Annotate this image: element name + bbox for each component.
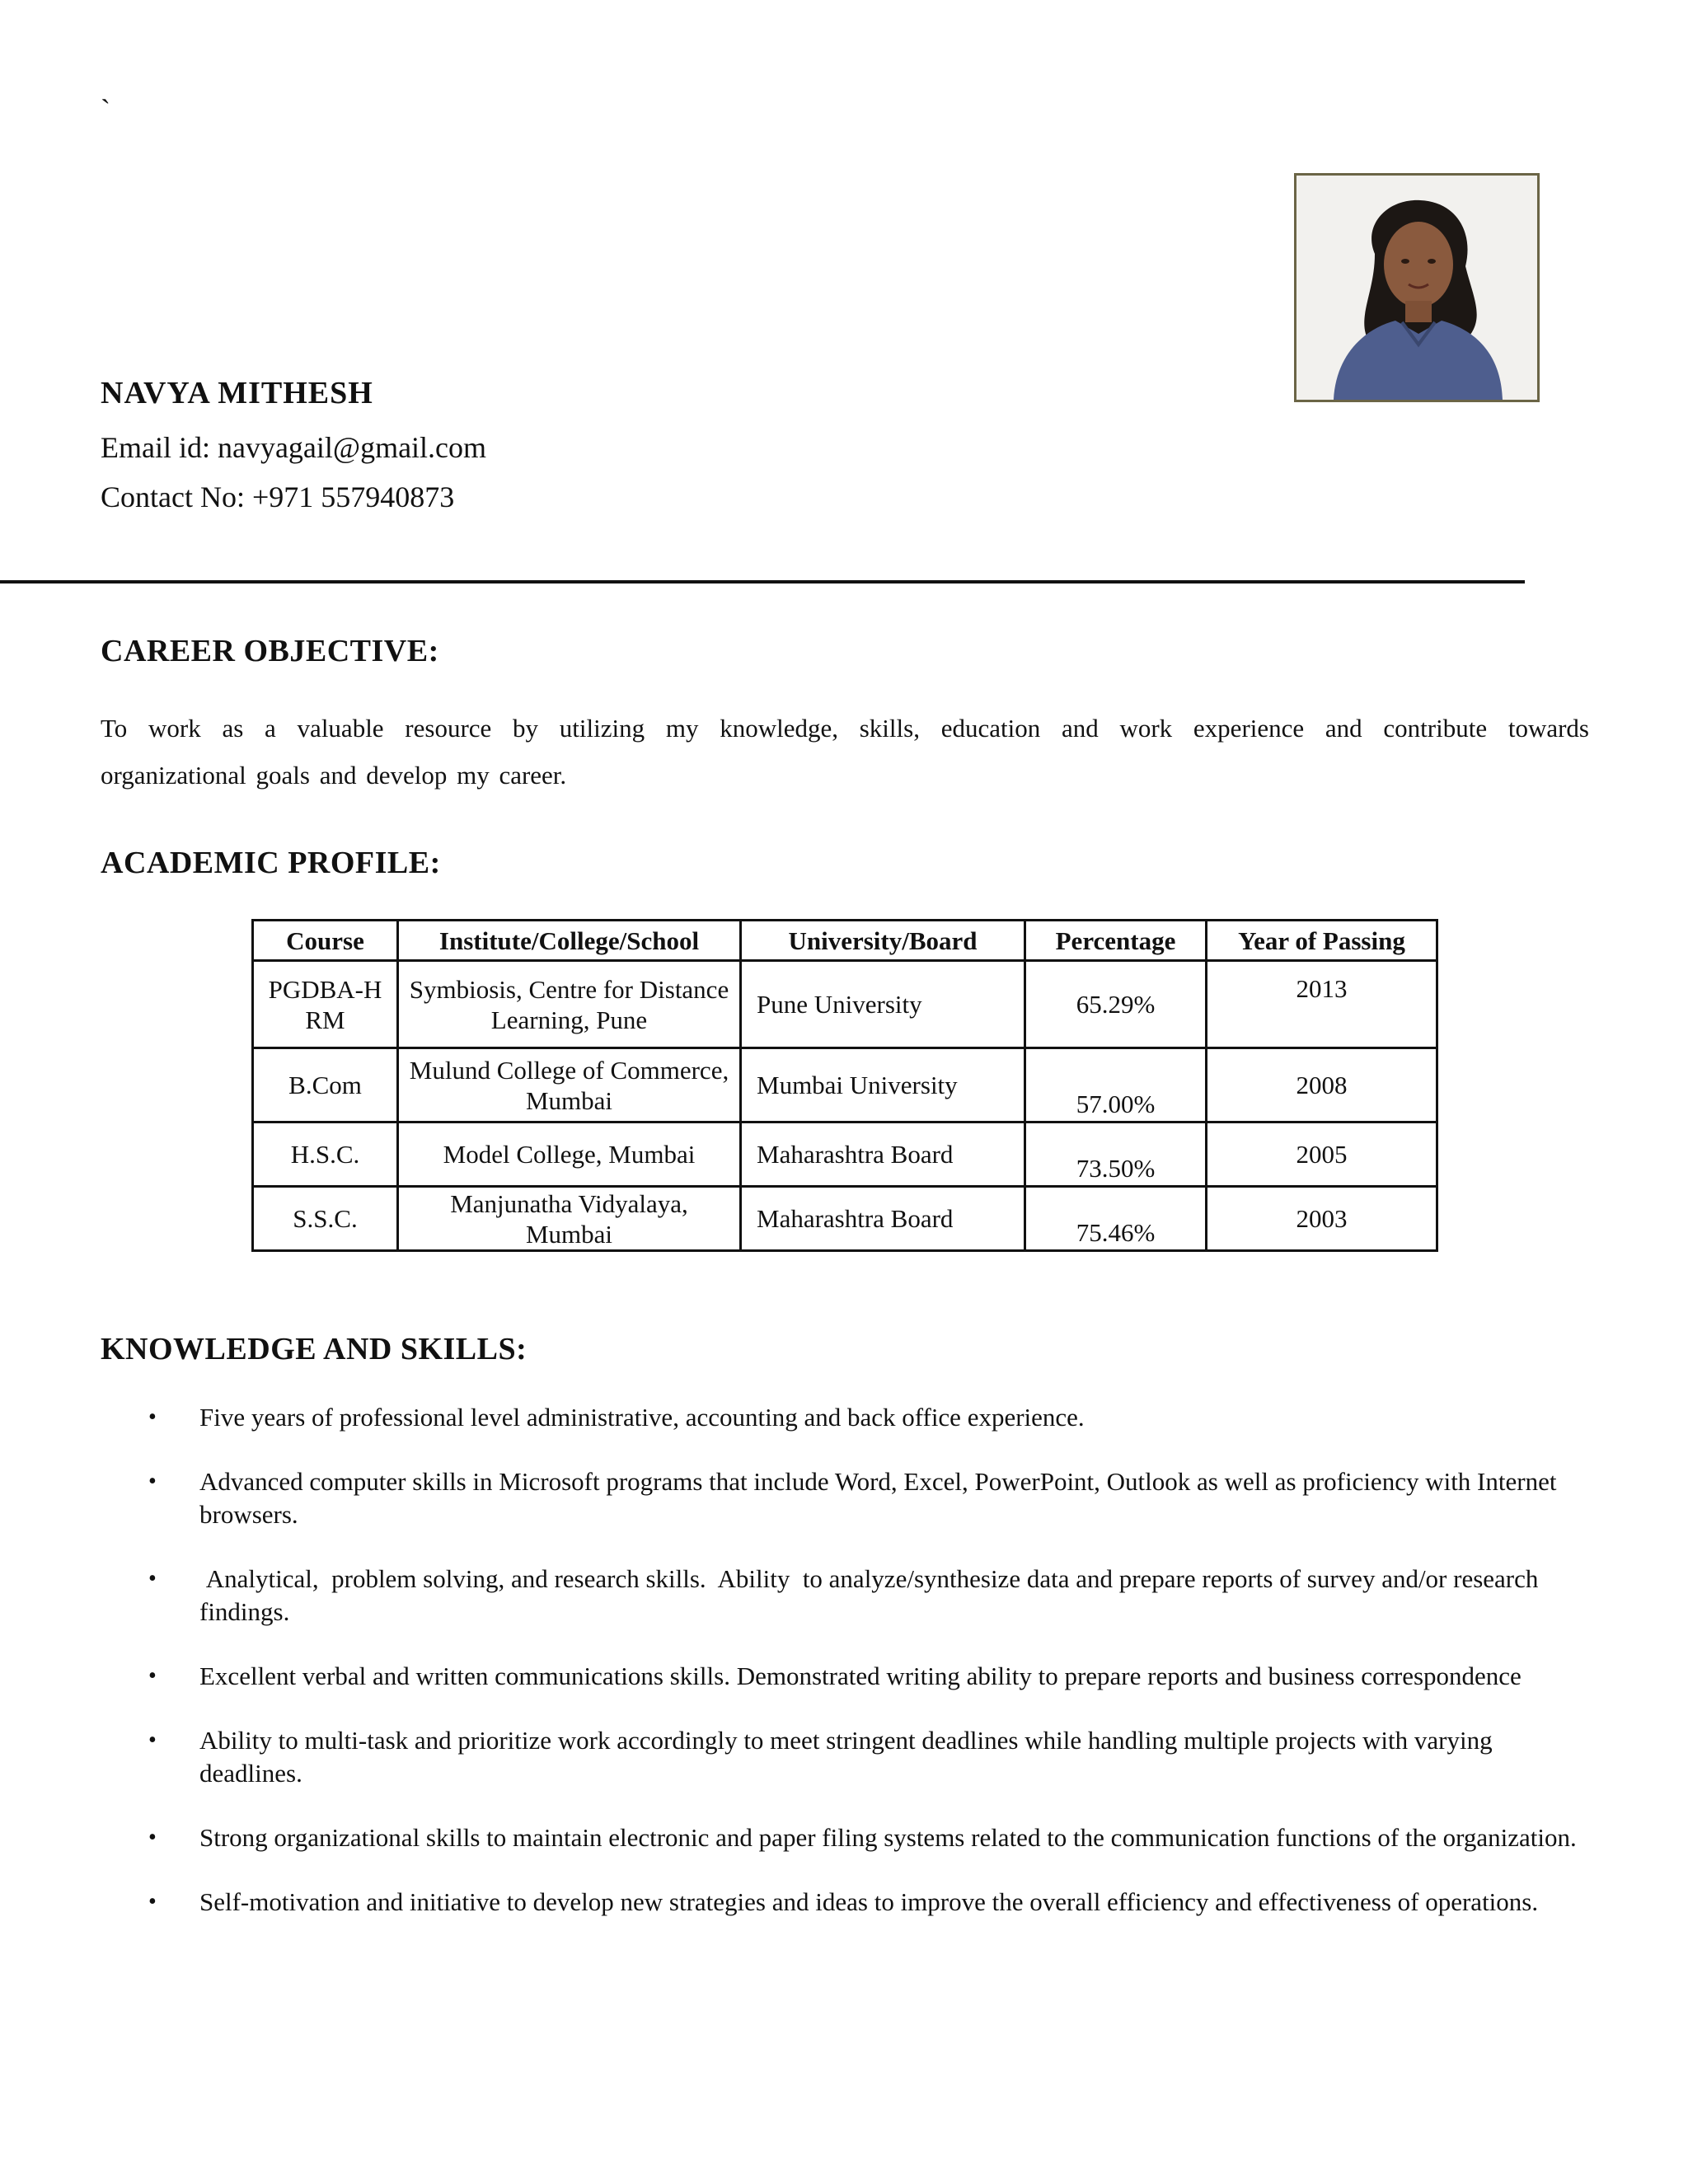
list-item <box>132 1821 1582 1854</box>
bullet-icon: • <box>148 1889 157 1915</box>
course-cell: S.S.C. <box>253 1187 398 1251</box>
board-cell: Maharashtra Board <box>741 1187 1025 1251</box>
board-cell: Mumbai University <box>741 1048 1025 1122</box>
bullet-icon: • <box>148 1404 157 1430</box>
career-objective-heading: CAREER OBJECTIVE: <box>101 634 439 668</box>
institute-cell: Manjunatha Vidyalaya, Mumbai <box>398 1187 741 1251</box>
skill-text: Strong organizational skills to maintain electronic and paper filing systems related to the communication functions of the organization. <box>199 1823 1577 1852</box>
board-cell: Maharashtra Board <box>741 1122 1025 1187</box>
email-line: Email id: navyagail@gmail.com <box>101 431 487 464</box>
objective-line-2: organizational goals and develop my career. <box>101 761 567 790</box>
academic-table <box>251 919 1438 1252</box>
percentage-cell: 75.46% <box>1025 1187 1207 1251</box>
knowledge-skills-heading: KNOWLEDGE AND SKILLS: <box>101 1332 528 1366</box>
bullet-icon: • <box>148 1825 157 1850</box>
bullet-icon: • <box>148 1566 157 1591</box>
year-cell: 2003 <box>1207 1187 1437 1251</box>
skill-text: Five years of professional level administrative, accounting and back office experience. <box>199 1403 1085 1432</box>
course-cell: H.S.C. <box>253 1122 398 1187</box>
institute-cell: Model College, Mumbai <box>398 1122 741 1187</box>
skills-list <box>132 1401 1582 1950</box>
header-mark: ` <box>101 93 110 126</box>
column-header-course: Course <box>253 921 398 961</box>
institute-cell: Mulund College of Commerce, Mumbai <box>398 1048 741 1122</box>
candidate-name: NAVYA MITHESH <box>101 376 373 410</box>
bullet-icon: • <box>148 1469 157 1494</box>
table-row <box>253 961 1437 1048</box>
bullet-icon: • <box>148 1727 157 1753</box>
list-item <box>132 1465 1582 1531</box>
list-item <box>132 1563 1582 1629</box>
table-row <box>253 1187 1437 1251</box>
list-item <box>132 1401 1582 1434</box>
skill-text: Advanced computer skills in Microsoft programs that include Word, Excel, PowerPoint, Outlook as well as proficiency with Internet browsers. <box>199 1467 1557 1529</box>
list-item <box>132 1724 1582 1790</box>
skill-text: Self-motivation and initiative to develop new strategies and ideas to improve the overall efficiency and effectiveness of operations. <box>199 1887 1539 1916</box>
board-cell: Pune University <box>741 961 1025 1048</box>
institute-cell: Symbiosis, Centre for Distance Learning, Pune <box>398 961 741 1048</box>
skill-text: Analytical, problem solving, and research skills. Ability to analyze/synthesize data and prepare reports of survey and/or research findings. <box>199 1564 1545 1626</box>
skill-text: Ability to multi-task and prioritize work accordingly to meet stringent deadlines while handling multiple projects with varying deadlines. <box>199 1726 1493 1788</box>
header-divider <box>0 580 1525 583</box>
portrait-illustration <box>1296 176 1537 400</box>
table-row <box>253 1048 1437 1122</box>
table-row <box>253 1122 1437 1187</box>
column-header-institute: Institute/College/School <box>398 921 741 961</box>
year-cell: 2013 <box>1207 961 1437 1048</box>
course-cell: PGDBA-HRM <box>253 961 398 1048</box>
percentage-cell: 57.00% <box>1025 1048 1207 1122</box>
academic-profile-heading: ACADEMIC PROFILE: <box>101 846 441 880</box>
bullet-icon: • <box>148 1663 157 1689</box>
table-header-row <box>253 921 1437 961</box>
year-cell: 2005 <box>1207 1122 1437 1187</box>
percentage-cell: 65.29% <box>1025 961 1207 1048</box>
column-header-year: Year of Passing <box>1207 921 1437 961</box>
course-cell: B.Com <box>253 1048 398 1122</box>
career-objective-text <box>101 705 1589 799</box>
phone-line: Contact No: +971 557940873 <box>101 480 455 513</box>
objective-line-1: To work as a valuable resource by utilizing my knowledge, skills, education and work experience and contribute towards <box>101 714 1589 743</box>
column-header-board: University/Board <box>741 921 1025 961</box>
year-cell: 2008 <box>1207 1048 1437 1122</box>
profile-photo <box>1294 173 1540 402</box>
list-item <box>132 1886 1582 1919</box>
column-header-percentage: Percentage <box>1025 921 1207 961</box>
list-item <box>132 1660 1582 1693</box>
percentage-cell: 73.50% <box>1025 1122 1207 1187</box>
skill-text: Excellent verbal and written communications skills. Demonstrated writing ability to prepare reports and business correspondence <box>199 1661 1522 1690</box>
